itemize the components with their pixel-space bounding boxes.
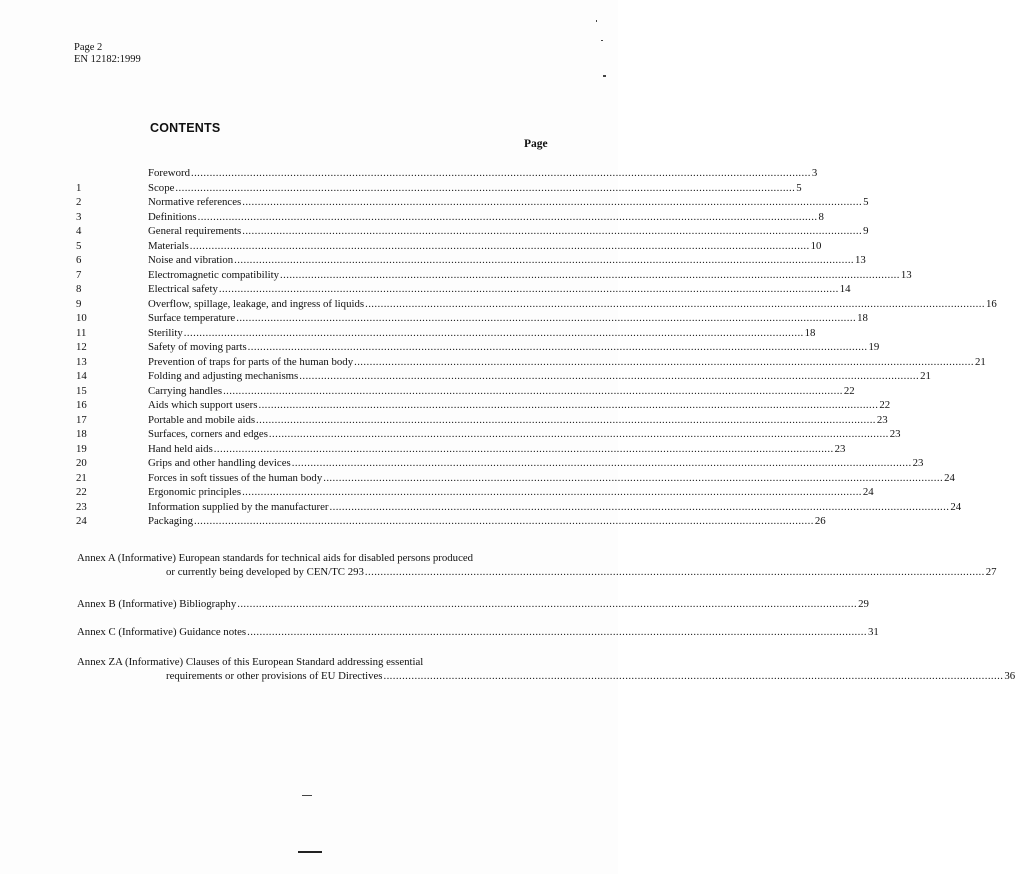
toc-page-number: 23	[889, 428, 901, 440]
toc-row	[76, 210, 824, 224]
toc-section-number: 14	[76, 370, 87, 382]
toc-row	[76, 282, 851, 296]
toc-entry	[148, 485, 874, 499]
toc-entry	[148, 355, 986, 369]
toc-section-number: 12	[76, 341, 87, 353]
dot-leader: ........................................................................................................................................................................................................	[247, 626, 867, 638]
toc-entry	[148, 224, 869, 238]
annex-title: Annex C (Informative) Guidance notes	[77, 626, 247, 638]
toc-entry	[148, 442, 846, 456]
annex-title-continuation: or currently being developed by CEN/TC 293	[166, 566, 364, 578]
toc-entry	[148, 195, 869, 209]
toc-row	[76, 311, 868, 325]
toc-row	[76, 427, 901, 441]
toc-section-title: Folding and adjusting mechanisms	[148, 370, 299, 382]
toc-page-number: 13	[855, 254, 866, 266]
annex-page-number: 36	[1004, 670, 1015, 682]
toc-page-number: 26	[814, 515, 826, 527]
dot-leader: ........................................................................................................................................................................................................	[237, 598, 858, 610]
toc-section-number: 4	[76, 225, 82, 237]
scan-speck	[596, 20, 597, 22]
annex-continuation-line	[77, 565, 997, 579]
toc-section-number: 15	[76, 384, 87, 397]
contents-heading: CONTENTS	[150, 121, 221, 135]
dot-leader: ........................................................................................................................................................................................................	[365, 297, 985, 310]
toc-section-number: 19	[76, 442, 87, 455]
toc-section-title: Definitions	[148, 210, 197, 223]
toc-section-number: 9	[76, 297, 82, 310]
toc-section-title: Foreword	[148, 167, 190, 179]
dot-leader: ........................................................................................................................................................................................................	[291, 457, 912, 469]
toc-entry	[148, 268, 912, 282]
dot-leader: ........................................................................................................................................................................................................	[258, 399, 879, 411]
dot-leader: ........................................................................................................................................................................................................	[256, 413, 876, 426]
toc-row	[76, 355, 986, 369]
dot-leader: ........................................................................................................................................................................................................	[242, 225, 863, 237]
toc-section-title: Overflow, spillage, leakage, and ingress of liquids	[148, 297, 365, 310]
toc-entry	[148, 369, 931, 383]
toc-section-title: Electromagnetic compatibility	[148, 268, 280, 281]
annex-entry	[77, 625, 879, 639]
toc-section-title: Information supplied by the manufacturer	[148, 500, 329, 513]
toc-row	[76, 398, 891, 412]
dot-leader: ........................................................................................................................................................................................................	[299, 370, 920, 382]
toc-entry	[148, 166, 818, 180]
toc-entry	[148, 326, 816, 340]
toc-row	[76, 442, 846, 456]
toc-section-number: 13	[76, 355, 87, 368]
toc-section-number: 5	[76, 239, 82, 252]
dot-leader: ........................................................................................................................................................................................................	[268, 428, 889, 440]
toc-section-number: 8	[76, 283, 82, 295]
toc-entry	[148, 297, 997, 311]
toc-entry	[148, 239, 822, 253]
toc-page-number: 23	[912, 457, 924, 469]
toc-section-number: 2	[76, 196, 82, 208]
toc-row	[76, 413, 888, 427]
toc-page-number: 24	[944, 471, 955, 484]
toc-section-number: 3	[76, 210, 82, 223]
toc-section-number: 21	[76, 471, 87, 484]
toc-section-title: Scope	[148, 181, 175, 194]
toc-page-number: 21	[920, 370, 931, 382]
dot-leader: ........................................................................................................................................................................................................	[242, 196, 863, 208]
toc-section-title: Prevention of traps for parts of the human body	[148, 355, 354, 368]
toc-section-number: 7	[76, 268, 82, 281]
annex-title: Annex B (Informative) Bibliography	[77, 598, 237, 610]
toc-entry	[148, 413, 888, 427]
toc-page-number: 18	[857, 312, 868, 324]
toc-row	[76, 500, 962, 514]
annex-continuation-line	[77, 669, 1015, 683]
toc-entry	[148, 471, 955, 485]
page-number-label: Page 2	[74, 42, 103, 53]
toc-page-number: 10	[810, 239, 822, 252]
toc-entry	[148, 210, 824, 224]
annex-title-line: Annex ZA (Informative) Clauses of this European Standard addressing essential	[77, 656, 424, 668]
toc-section-title: Noise and vibration	[148, 254, 234, 266]
toc-page-number: 24	[950, 500, 962, 513]
toc-section-title: Ergonomic principles	[148, 486, 242, 498]
toc-section-title: Sterility	[148, 326, 183, 339]
scan-speck	[603, 75, 606, 77]
toc-row	[76, 384, 855, 398]
toc-section-number: 23	[76, 500, 87, 513]
toc-section-number: 20	[76, 457, 87, 469]
toc-section-number: 18	[76, 428, 87, 440]
toc-row	[76, 224, 869, 238]
toc-section-title: Safety of moving parts	[148, 341, 247, 353]
toc-page-number: 22	[879, 399, 891, 411]
toc-page-number: 16	[985, 297, 997, 310]
toc-row	[76, 239, 822, 253]
dot-leader: ........................................................................................................................................................................................................	[329, 500, 950, 513]
dot-leader: ........................................................................................................................................................................................................	[189, 239, 810, 252]
toc-page-number: 23	[876, 413, 888, 426]
toc-row	[76, 369, 931, 383]
toc-row	[76, 340, 880, 354]
dot-leader: ........................................................................................................................................................................................................	[190, 167, 811, 179]
toc-entry	[148, 253, 866, 267]
toc-page-number: 8	[818, 210, 824, 223]
toc-row	[76, 514, 826, 528]
toc-section-title: Electrical safety	[148, 283, 218, 295]
toc-entry	[148, 384, 855, 398]
annex-entry	[77, 551, 997, 579]
toc-entry	[148, 340, 880, 354]
toc-section-title: Portable and mobile aids	[148, 413, 256, 426]
toc-row	[76, 326, 816, 340]
dot-leader: ........................................................................................................................................................................................................	[354, 355, 974, 368]
dot-leader: ........................................................................................................................................................................................................	[323, 471, 944, 484]
annex-title-line: Annex A (Informative) European standards for technical aids for disabled persons produced	[77, 552, 474, 564]
toc-row	[76, 166, 818, 180]
standard-identifier: EN 12182:1999	[74, 54, 141, 65]
toc-section-number: 6	[76, 254, 82, 266]
scan-speck	[298, 851, 322, 853]
dot-leader: ........................................................................................................................................................................................................	[183, 326, 804, 339]
dot-leader: ........................................................................................................................................................................................................	[223, 384, 843, 397]
toc-page-number: 24	[862, 486, 874, 498]
toc-page-number: 9	[863, 225, 869, 237]
toc-section-number: 24	[76, 515, 87, 527]
toc-row	[76, 253, 866, 267]
dot-leader: ........................................................................................................................................................................................................	[218, 283, 839, 295]
toc-page-number: 5	[863, 196, 869, 208]
toc-page-number: 19	[868, 341, 880, 353]
toc-section-number: 10	[76, 312, 87, 324]
toc-section-title: Aids which support users	[148, 399, 258, 411]
toc-page-number: 5	[796, 181, 802, 194]
toc-row	[76, 456, 924, 470]
annex-page-number: 27	[985, 566, 997, 578]
annex-title-line	[77, 625, 879, 639]
toc-entry	[148, 456, 924, 470]
toc-section-number: 11	[76, 326, 87, 339]
toc-page-number: 21	[974, 355, 986, 368]
toc-page-number: 13	[900, 268, 912, 281]
toc-row	[76, 297, 997, 311]
toc-entry	[148, 398, 891, 412]
toc-section-title: Packaging	[148, 515, 193, 527]
toc-section-title: Surface temperature	[148, 312, 236, 324]
annex-title-line	[77, 597, 869, 611]
toc-row	[76, 268, 912, 282]
toc-section-title: Materials	[148, 239, 189, 252]
dot-leader: ........................................................................................................................................................................................................	[236, 312, 857, 324]
toc-entry	[148, 514, 826, 528]
annex-entry	[77, 655, 1015, 683]
dot-leader: ........................................................................................................................................................................................................	[234, 254, 855, 266]
dot-leader: ........................................................................................................................................................................................................	[175, 181, 796, 194]
toc-section-number: 16	[76, 399, 87, 411]
toc-section-title: Carrying handles	[148, 384, 223, 397]
scan-speck	[302, 795, 312, 796]
toc-page-number: 23	[834, 442, 846, 455]
toc-section-title: Surfaces, corners and edges	[148, 428, 268, 440]
toc-entry	[148, 282, 851, 296]
toc-section-number: 22	[76, 486, 87, 498]
toc-page-number: 14	[839, 283, 851, 295]
toc-section-title: Grips and other handling devices	[148, 457, 291, 469]
toc-row	[76, 471, 955, 485]
dot-leader: ........................................................................................................................................................................................................	[364, 566, 985, 578]
scan-speck	[601, 40, 603, 41]
toc-page-number: 22	[843, 384, 855, 397]
toc-entry	[148, 311, 868, 325]
toc-section-title: General requirements	[148, 225, 242, 237]
toc-page-number: 18	[804, 326, 816, 339]
toc-page-number: 3	[811, 167, 818, 179]
toc-row	[76, 195, 869, 209]
dot-leader: ........................................................................................................................................................................................................	[242, 486, 862, 498]
dot-leader: ........................................................................................................................................................................................................	[247, 341, 868, 353]
annex-title-continuation: requirements or other provisions of EU Directives	[166, 670, 383, 682]
toc-section-title: Hand held aids	[148, 442, 213, 455]
toc-row	[76, 181, 802, 195]
toc-section-number: 1	[76, 181, 82, 194]
dot-leader: ........................................................................................................................................................................................................	[197, 210, 818, 223]
annex-page-number: 31	[867, 626, 879, 638]
toc-row	[76, 485, 874, 499]
toc-entry	[148, 181, 802, 195]
page-column-label: Page	[524, 138, 548, 150]
dot-leader: ........................................................................................................................................................................................................	[383, 670, 1004, 682]
dot-leader: ........................................................................................................................................................................................................	[213, 442, 834, 455]
toc-entry	[148, 427, 901, 441]
dot-leader: ........................................................................................................................................................................................................	[193, 515, 814, 527]
toc-entry	[148, 500, 962, 514]
toc-section-number: 17	[76, 413, 87, 426]
toc-section-title: Normative references	[148, 196, 242, 208]
toc-section-title: Forces in soft tissues of the human body	[148, 471, 323, 484]
annex-page-number: 29	[858, 598, 869, 610]
dot-leader: ........................................................................................................................................................................................................	[280, 268, 900, 281]
annex-entry	[77, 597, 869, 611]
